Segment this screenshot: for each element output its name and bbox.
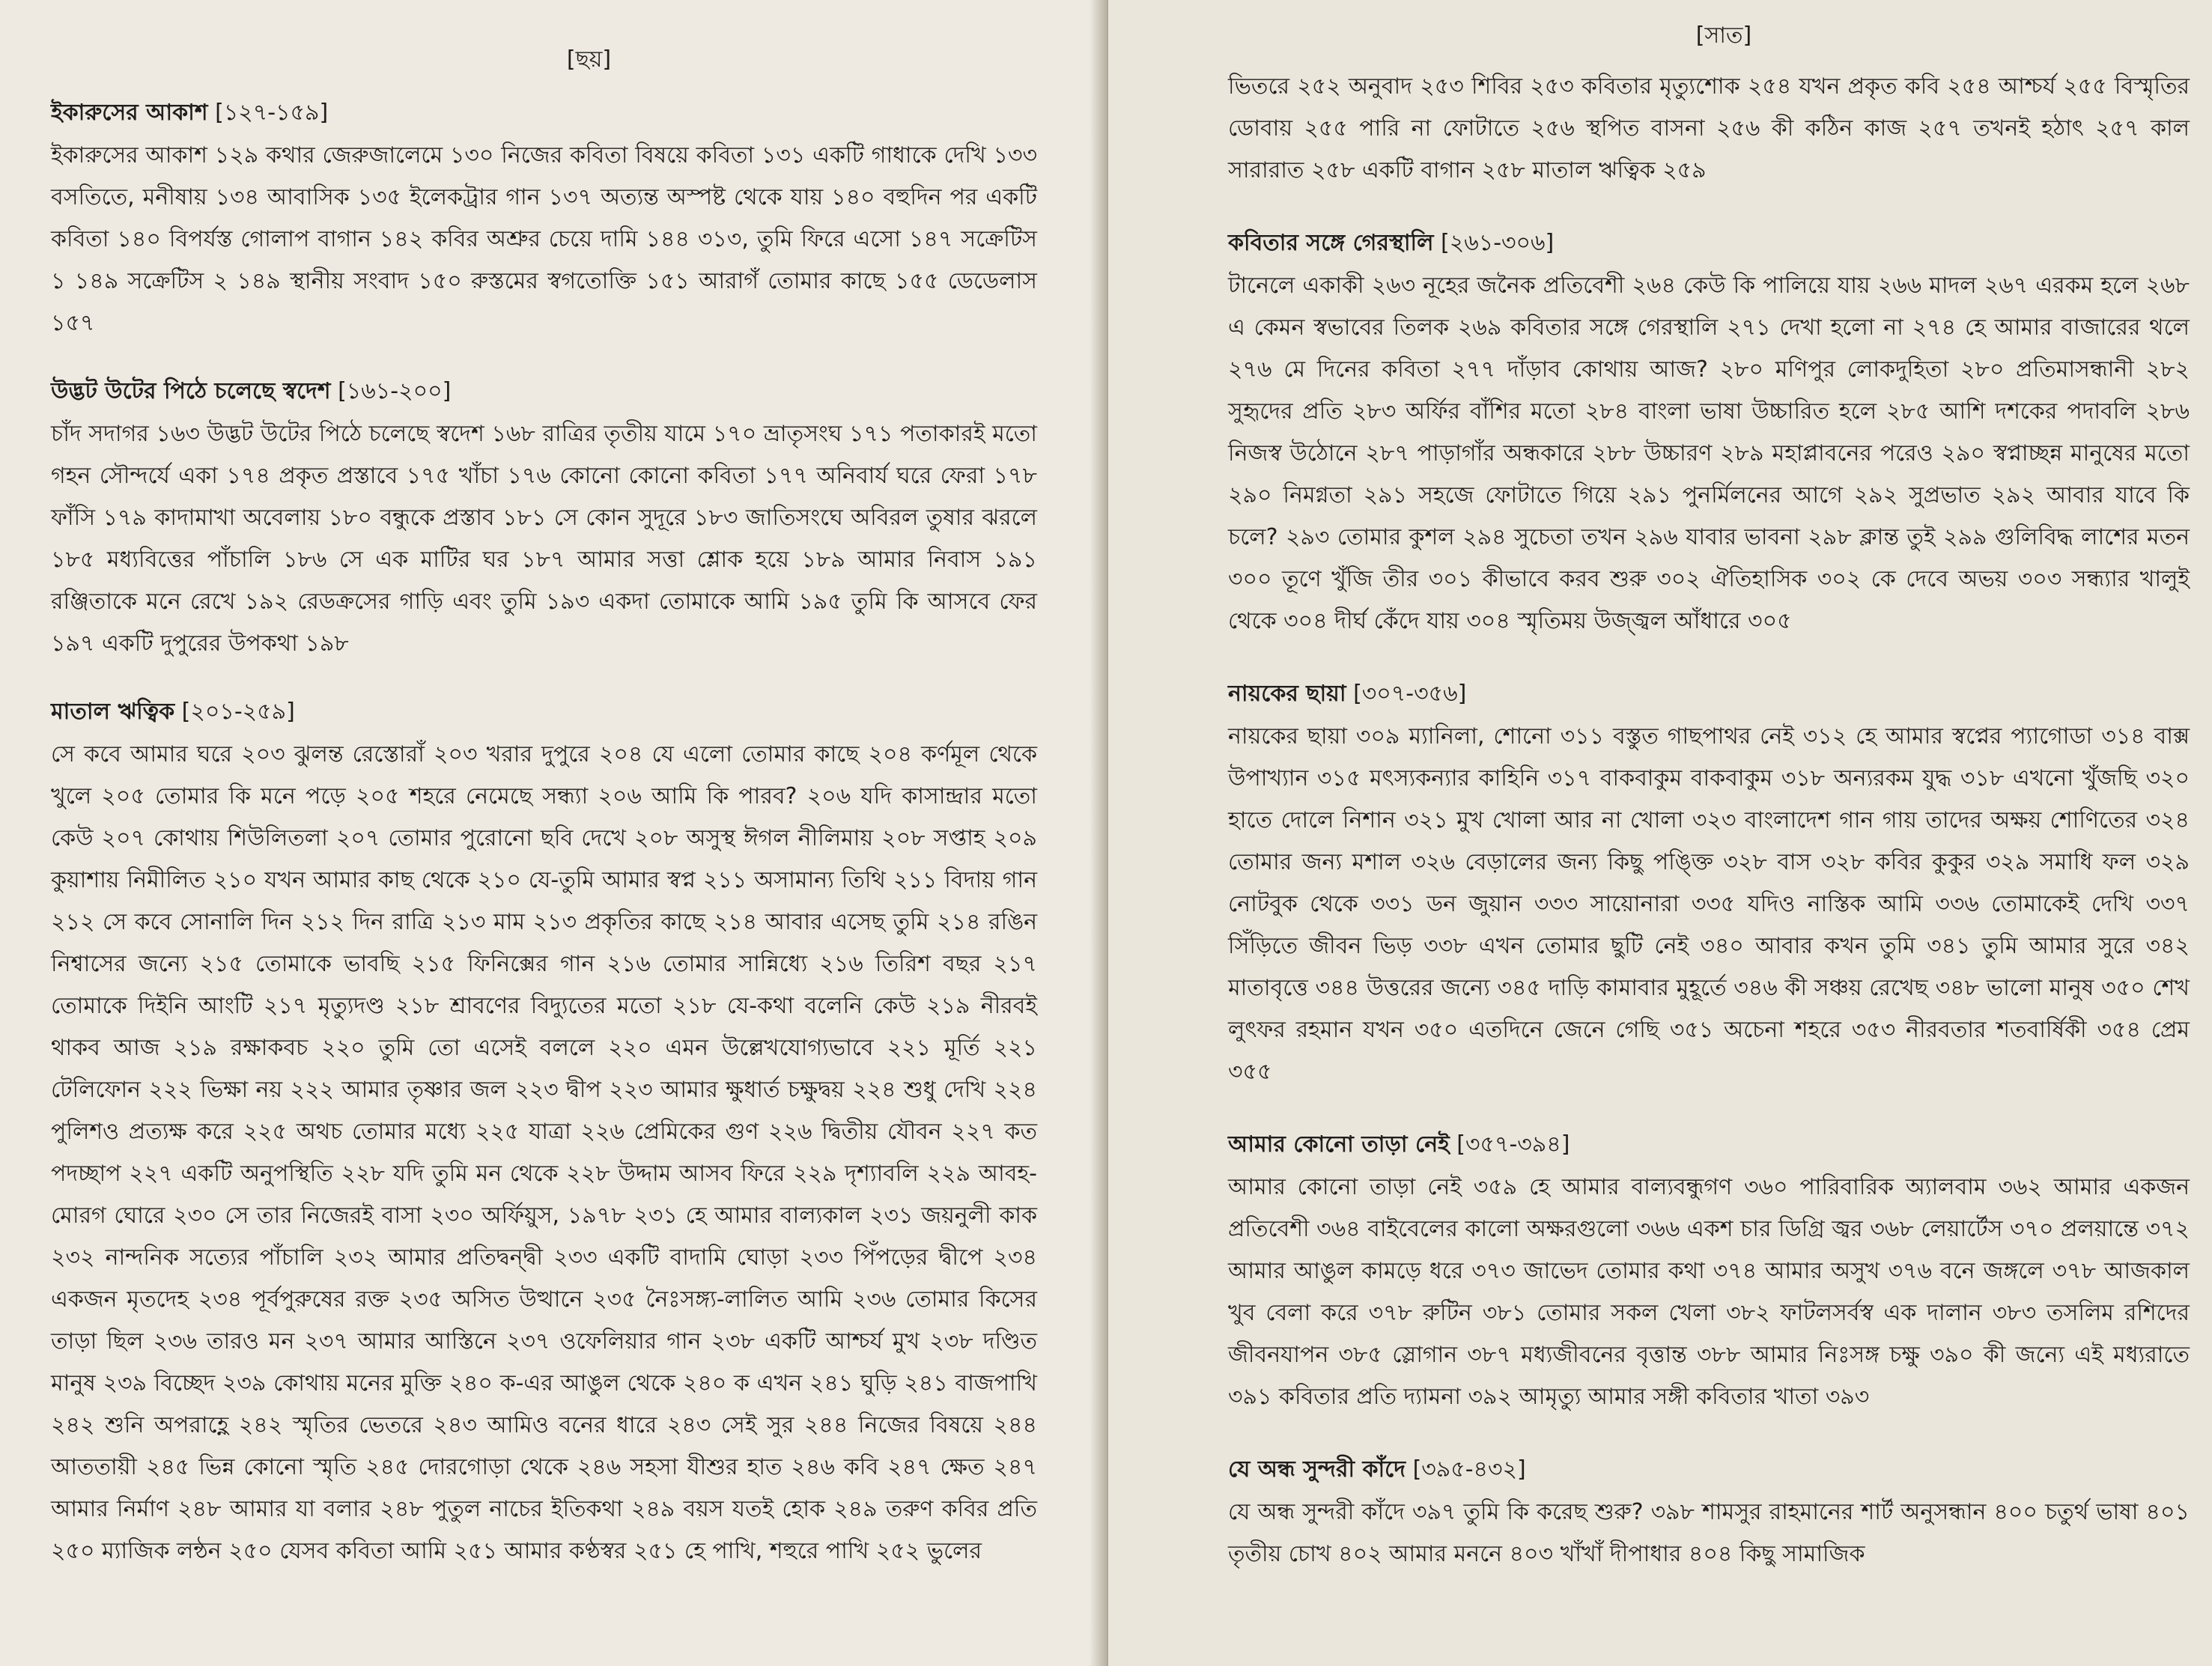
poem-list: ইকারুসের আকাশ ১২৯ কথার জেরুজালেমে ১৩০ নিজের কবিতা বিষয়ে কবিতা ১৩১ একটি গাধাকে দেখি ১৩৩ বসতিতে, মনীষায় ১৩৪ আবাসিক ১৩৫ ইলেকট্রার গান ১৩৭ অত্যন্ত অস্পষ্ট থেকে যায় ১৪০ বহুদিন পর একটি কবিতা ১৪০ বিপর্যস্ত গোলাপ বাগান ১৪২ কবির অশ্রুর চেয়ে দামি ১৪৪ ৩১৩, তুমি ফিরে এসো ১৪৭ সক্রেটিস ১ ১৪৯ সক্রেটিস ২ ১৪৯ স্থানীয় সংবাদ ১৫০ রুস্তমের স্বগতোক্তি ১৫১ আরাগঁ তোমার কাছে ১৫৫ ডেডেলাস ১৫৭: [51, 142, 1037, 336]
section-heading: [51, 690, 1037, 734]
toc-section: [1228, 222, 2190, 642]
section-heading: [1228, 1123, 2190, 1167]
section-title: যে অন্ধ সুন্দরী কাঁদে: [1228, 1456, 1406, 1483]
toc-section: [51, 370, 1037, 665]
poem-list: আমার কোনো তাড়া নেই ৩৫৯ হে আমার বাল্যবন্ধুগণ ৩৬০ পারিবারিক অ্যালবাম ৩৬২ আমার একজন প্রতিবেশী ৩৬৪ বাইবেলের কালো অক্ষরগুলো ৩৬৬ একশ চার ডিগ্রি জ্বর ৩৬৮ লেয়ার্টেস ৩৭০ প্রলয়ান্তে ৩৭২ আমার আঙুল কামড়ে ধরে ৩৭৩ জাভেদ তোমার কথা ৩৭৪ আমার অসুখ ৩৭৬ বনে জঙ্গলে ৩৭৮ আজকাল খুব বেলা করে ৩৭৮ রুটিন ৩৮১ তোমার সকল খেলা ৩৮২ ফাটলসর্বস্ব এক দালান ৩৮৩ তসলিম রশিদের জীবনযাপন ৩৮৫ স্লোগান ৩৮৭ মধ্যজীবনের বৃত্তান্ত ৩৮৮ আমার নিঃসঙ্গ চক্ষু ৩৯০ কী জন্যে এই মধ্যরাতে ৩৯১ কবিতার প্রতি দ্যামনা ৩৯২ আমৃত্যু আমার সঙ্গী কবিতার খাতা ৩৯৩: [1228, 1174, 2190, 1410]
section-heading: [1228, 672, 2190, 716]
poem-list: চাঁদ সদাগর ১৬৩ উদ্ভট উটের পিঠে চলেছে স্বদেশ ১৬৮ রাত্রির তৃতীয় যামে ১৭০ ভ্রাতৃসংঘ ১৭১ পতাকারই মতো গহন সৌন্দর্যে একা ১৭৪ প্রকৃত প্রস্তাবে ১৭৫ খাঁচা ১৭৬ কোনো কোনো কবিতা ১৭৭ অনিবার্য ঘরে ফেরা ১৭৮ ফাঁসি ১৭৯ কাদামাখা অবেলায় ১৮০ বন্ধুকে প্রস্তাব ১৮১ সে কোন সুদূরে ১৮৩ জাতিসংঘে অবিরল তুষার ঝরলে ১৮৫ মধ্যবিত্তের পাঁচালি ১৮৬ সে এক মাটির ঘর ১৮৭ আমার সত্তা শ্লোক হয়ে ১৮৯ আমার নিবাস ১৯১ রঞ্জিতাকে মনে রেখে ১৯২ রেডক্রসের গাড়ি এবং তুমি ১৯৩ একদা তোমাকে আমি ১৯৫ তুমি কি আসবে ফের ১৯৭ একটি দুপুরের উপকথা ১৯৮: [51, 421, 1037, 657]
section-title: ইকারুসের আকাশ: [51, 100, 208, 126]
toc-section: [1228, 1123, 2190, 1418]
page-range: [২৬১-৩০৬]: [1441, 230, 1555, 256]
page-range: [১২৭-১৫৯]: [215, 100, 329, 126]
section-title: নায়কের ছায়া: [1228, 681, 1346, 707]
section-heading: [51, 370, 1037, 413]
page-number: [ছয়]: [566, 46, 612, 73]
toc-section: [1228, 1448, 2190, 1575]
right-page: [1108, 0, 2212, 1666]
poem-list: ভিতরে ২৫২ অনুবাদ ২৫৩ শিবির ২৫৩ কবিতার মৃত্যুশোক ২৫৪ যখন প্রকৃত কবি ২৫৪ আশ্চর্য ২৫৫ বিস্মৃতির ডোবায় ২৫৫ পারি না ফোটাতে ২৫৬ স্থপিত বাসনা ২৫৬ কী কঠিন কাজ ২৫৭ তখনই হঠাৎ ২৫৭ কাল সারারাত ২৫৮ একটি বাগান ২৫৮ মাতাল ঋত্বিক ২৫৯: [1228, 73, 2190, 183]
left-page: [0, 0, 1105, 1666]
toc-section: [1228, 672, 2190, 1093]
section-heading: [1228, 222, 2190, 265]
page-range: [৩০৭-৩৫৬]: [1353, 681, 1467, 707]
toc-section: [51, 690, 1037, 1572]
section-title: উদ্ভট উটের পিঠে চলেছে স্বদেশ: [51, 378, 331, 404]
section-heading: [51, 91, 1037, 135]
section-heading: [1228, 1448, 2190, 1492]
section-title: কবিতার সঙ্গে গেরস্থালি: [1228, 230, 1434, 256]
page-range: [১৬১-২০০]: [338, 378, 452, 404]
section-title: আমার কোনো তাড়া নেই: [1228, 1131, 1450, 1158]
page-range: [৩৯৫-৪৩২]: [1412, 1456, 1526, 1483]
poem-list: যে অন্ধ সুন্দরী কাঁদে ৩৯৭ তুমি কি করেছ শুরু? ৩৯৮ শামসুর রাহমানের শার্ট অনুসন্ধান ৪০০ চতুর্থ ভাষা ৪০১ তৃতীয় চোখ ৪০২ আমার মননে ৪০৩ খাঁখাঁ দীপাধার ৪০৪ কিছু সামাজিক: [1228, 1499, 2190, 1567]
page-range: [২০১-২৫৯]: [181, 699, 295, 725]
poem-list: টানেলে একাকী ২৬৩ নূহের জনৈক প্রতিবেশী ২৬৪ কেউ কি পালিয়ে যায় ২৬৬ মাদল ২৬৭ এরকম হলে ২৬৮ এ কেমন স্বভাবের তিলক ২৬৯ কবিতার সঙ্গে গেরস্থালি ২৭১ দেখা হলো না ২৭৪ হে আমার বাজারের থলে ২৭৬ মে দিনের কবিতা ২৭৭ দাঁড়াব কোথায় আজ? ২৮০ মণিপুর লোকদুহিতা ২৮০ প্রতিমাসন্ধানী ২৮২ সুহৃদের প্রতি ২৮৩ অর্ফির বাঁশির মতো ২৮৪ বাংলা ভাষা উচ্চারিত হলে ২৮৫ আশি দশকের পদাবলি ২৮৬ নিজস্ব উঠোনে ২৮৭ পাড়াগাঁর অন্ধকারে ২৮৮ উচ্চারণ ২৮৯ মহাপ্লাবনের পরেও ২৯০ স্বপ্নাচ্ছন্ন মানুষের মতো ২৯০ নিমগ্নতা ২৯১ সহজে ফোটাতে গিয়ে ২৯১ পুনর্মিলনের আগে ২৯২ সুপ্রভাত ২৯২ আবার যাবে কি চলে? ২৯৩ তোমার কুশল ২৯৪ সুচেতা তখন ২৯৬ যাবার ভাবনা ২৯৮ ক্লান্ত তুই ২৯৯ গুলিবিদ্ধ লাশের মতন ৩০০ তূণে খুঁজি তীর ৩০১ কীভাবে করব শুরু ৩০২ ঐতিহাসিক ৩০২ কে দেবে অভয় ৩০৩ সন্ধ্যার খালুই থেকে ৩০৪ দীর্ঘ কেঁদে যায় ৩০৪ স্মৃতিময় উজ্জ্বল আঁধারে ৩০৫: [1228, 273, 2190, 634]
page-number: [সাত]: [1695, 22, 1752, 49]
poem-list: নায়কের ছায়া ৩০৯ ম্যানিলা, শোনো ৩১১ বস্তুত গাছপাথর নেই ৩১২ হে আমার স্বপ্নের প্যাগোডা ৩১৪ বাক্স উপাখ্যান ৩১৫ মৎস্যকন্যার কাহিনি ৩১৭ বাকবাকুম বাকবাকুম ৩১৮ অন্যরকম যুদ্ধ ৩১৮ এখনো খুঁজছি ৩২০ হাতে দোলে নিশান ৩২১ মুখ খোলা আর না খোলা ৩২৩ বাংলাদেশ গান গায় তাদের অক্ষয় শোণিতের ৩২৪ তোমার জন্য মশাল ৩২৬ বেড়ালের জন্য কিছু পঙ্ক্তি ৩২৮ বাস ৩২৮ কবির কুকুর ৩২৯ সমাধি ফল ৩২৯ নোটবুক থেকে ৩৩১ ডন জুয়ান ৩৩৩ সায়োনারা ৩৩৫ যদিও নাস্তিক আমি ৩৩৬ তোমাকেই দেখি ৩৩৭ সিঁড়িতে জীবন ভিড় ৩৩৮ এখন তোমার ছুটি নেই ৩৪০ আবার কখন তুমি ৩৪১ তুমি আমার সুরে ৩৪২ মাতাবৃত্তে ৩৪৪ উত্তরের জন্যে ৩৪৫ দাড়ি কামাবার মুহূর্তে ৩৪৬ কী সঞ্চয় রেখেছ ৩৪৮ ভালো মানুষ ৩৫০ শেখ লুৎফর রহমান যখন ৩৫০ এতদিনে জেনে গেছি ৩৫১ অচেনা শহরে ৩৫৩ নীরবতার শতবার্ষিকী ৩৫৪ প্রেম ৩৫৫: [1228, 723, 2190, 1085]
toc-section: [51, 91, 1037, 344]
page-range: [৩৫৭-৩৯৪]: [1456, 1131, 1570, 1158]
section-title: মাতাল ঋত্বিক: [51, 699, 175, 725]
poem-list: সে কবে আমার ঘরে ২০৩ ঝুলন্ত রেস্তোরাঁ ২০৩ খরার দুপুরে ২০৪ যে এলো তোমার কাছে ২০৪ কর্ণমূল থেকে খুলে ২০৫ তোমার কি মনে পড়ে ২০৫ শহরে নেমেছে সন্ধ্যা ২০৬ আমি কি পারব? ২০৬ যদি কাসান্দ্রার মতো কেউ ২০৭ কোথায় শিউলিতলা ২০৭ তোমার পুরোনো ছবি দেখে ২০৮ অসুস্থ ঈগল নীলিমায় ২০৮ সপ্তাহ ২০৯ কুয়াশায় নিমীলিত ২১০ যখন আমার কাছ থেকে ২১০ যে-তুমি আমার স্বপ্ন ২১১ অসামান্য তিথি ২১১ বিদায় গান ২১২ সে কবে সোনালি দিন ২১২ দিন রাত্রি ২১৩ মাম ২১৩ প্রকৃতির কাছে ২১৪ আবার এসেছ তুমি ২১৪ রঙিন নিশ্বাসের জন্যে ২১৫ তোমাকে ভাবছি ২১৫ ফিনিক্সের গান ২১৬ তোমার সান্নিধ্যে ২১৬ তিরিশ বছর ২১৭ তোমাকে দিইনি আংটি ২১৭ মৃত্যুদণ্ড ২১৮ শ্রাবণের বিদ্যুতের মতো ২১৮ যে-কথা বলেনি কেউ ২১৯ নীরবই থাকব আজ ২১৯ রক্ষাকবচ ২২০ তুমি তো এসেই বললে ২২০ এমন উল্লেখযোগ্যভাবে ২২১ মূর্তি ২২১ টেলিফোন ২২২ ভিক্ষা নয় ২২২ আমার তৃষ্ণার জল ২২৩ দ্বীপ ২২৩ আমার ক্ষুধার্ত চক্ষুদ্বয় ২২৪ শুধু দেখি ২২৪ পুলিশও প্রত্যক্ষ করে ২২৫ অথচ তোমার মধ্যে ২২৫ যাত্রা ২২৬ প্রেমিকের গুণ ২২৬ দ্বিতীয় যৌবন ২২৭ কত পদচ্ছাপ ২২৭ একটি অনুপস্থিতি ২২৮ যদি তুমি মন থেকে ২২৮ উদ্দাম আসব ফিরে ২২৯ দৃশ্যাবলি ২২৯ আবহ-মোরগ ঘোরে ২৩০ সে তার নিজেরই বাসা ২৩০ অর্ফিয়ুস, ১৯৭৮ ২৩১ হে আমার বাল্যকাল ২৩১ জয়নুলী কাক ২৩২ নান্দনিক সত্যের পাঁচালি ২৩২ আমার প্রতিদ্বন্দ্বী ২৩৩ একটি বাদামি ঘোড়া ২৩৩ পিঁপড়ের দ্বীপে ২৩৪ একজন মৃতদেহ ২৩৪ পূর্বপুরুষের রক্ত ২৩৫ অসিত উত্থানে ২৩৫ নৈঃসঙ্গ্য-লালিত আমি ২৩৬ তোমার কিসের তাড়া ছিল ২৩৬ তারও মন ২৩৭ আমার আস্তিনে ২৩৭ ওফেলিয়ার গান ২৩৮ একটি আশ্চর্য মুখ ২৩৮ দণ্ডিত মানুষ ২৩৯ বিচ্ছেদ ২৩৯ কোথায় মনের মুক্তি ২৪০ ক-এর আঙুল থেকে ২৪০ ক এখন ২৪১ ঘুড়ি ২৪১ বাজপাখি ২৪২ শুনি অপরাহ্ণে ২৪২ স্মৃতির ভেতরে ২৪৩ আমিও বনের ধারে ২৪৩ সেই সুর ২৪৪ নিজের বিষয়ে ২৪৪ আততায়ী ২৪৫ ভিন্ন কোনো স্মৃতি ২৪৫ দোরগোড়া থেকে ২৪৬ সহসা যীশুর হাত ২৪৬ কবি ২৪৭ ক্ষেত ২৪৭ আমার নির্মাণ ২৪৮ আমার যা বলার ২৪৮ পুতুল নাচের ইতিকথা ২৪৯ বয়স যতই হোক ২৪৯ তরুণ কবির প্রতি ২৫০ ম্যাজিক লন্ঠন ২৫০ যেসব কবিতা আমি ২৫১ আমার কণ্ঠস্বর ২৫১ হে পাখি, শহুরে পাখি ২৫২ ভুলের: [51, 741, 1037, 1564]
toc-continuation: [1228, 66, 2190, 192]
